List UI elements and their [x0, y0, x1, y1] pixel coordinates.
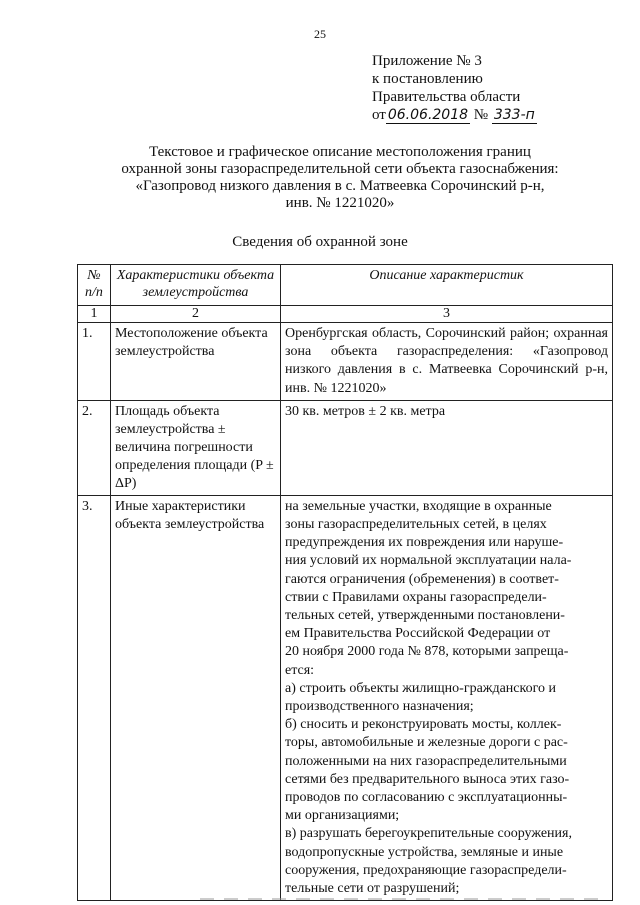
description-line: тельные сети от разрушений; — [285, 881, 460, 897]
title-line-2: охранной зоны газораспределительной сети объекта газоснабжения: — [121, 161, 559, 177]
title-line-1: Текстовое и графическое описание местоположения границ — [149, 144, 531, 160]
column-number-row — [78, 306, 613, 323]
table-header-row — [78, 265, 613, 306]
description-line: б) сносить и реконструировать мосты, коллек- — [285, 717, 562, 733]
row-description — [281, 495, 613, 900]
column-number: 3 — [281, 306, 613, 323]
section-title: Сведения об охранной зоне — [232, 234, 408, 250]
description-line: тельных сетей, утвержденными постановлени- — [285, 608, 565, 624]
description-line: ми организациями; — [285, 808, 400, 824]
row-description: 30 кв. метров ± 2 кв. метра — [281, 400, 613, 495]
description-line: на земельные участки, входящие в охранные — [285, 498, 552, 514]
handwritten-date: 06.06.2018 — [387, 107, 469, 123]
handwritten-number: 333-п — [493, 107, 535, 123]
number-prefix: № — [473, 107, 489, 123]
header-description: Описание характеристик — [281, 265, 613, 306]
description-line: ем Правительства Российской Федерации от — [285, 626, 551, 642]
description-line: а) строить объекты жилищно-гражданского и — [285, 680, 556, 696]
table-row — [78, 495, 613, 900]
header-characteristic: Характеристики объекта землеустройства — [111, 265, 281, 306]
description-line: водопропускные устройства, земляные и иные — [285, 844, 564, 860]
description-line: ствии с Правилами охраны газораспредели- — [285, 589, 547, 605]
appendix-line-2: к постановлению — [372, 71, 483, 87]
row-description: Оренбургская область, Сорочинский район; охранная зона объекта газораспределения: «Газопровод низкого давления в с. Матвеевка Сорочинский р-н, инв. № 1221020» — [281, 323, 613, 401]
date-prefix: от — [372, 107, 386, 123]
row-characteristic: Иные характеристики объекта землеустройства — [111, 495, 281, 900]
title-line-3: «Газопровод низкого давления в с. Матвеевка Сорочинский р-н, — [135, 178, 545, 194]
page-number: 25 — [314, 27, 326, 41]
description-line: торы, автомобильные и железные дороги с рас- — [285, 735, 568, 751]
description-line: сетями без предварительного выноса этих газо- — [285, 771, 570, 787]
appendix-block — [372, 52, 537, 124]
appendix-date-line — [372, 106, 537, 124]
protection-zone-table — [77, 264, 613, 901]
column-number: 2 — [111, 306, 281, 323]
description-line: проводов по согласованию с эксплуатационны- — [285, 790, 568, 806]
scan-cut-artifact — [200, 896, 600, 902]
description-line: производственного назначения; — [285, 699, 474, 715]
row-number: 2. — [78, 400, 111, 495]
row-number: 3. — [78, 495, 111, 900]
title-line-4: инв. № 1221020» — [285, 195, 395, 211]
description-line: 20 ноября 2000 года № 878, которыми запреща- — [285, 644, 569, 660]
row-characteristic: Местоположение объекта землеустройства — [111, 323, 281, 401]
description-line: гаются ограничения (обременения) в соответ- — [285, 571, 559, 587]
description-line: ния условий их нормальной эксплуатации нала- — [285, 553, 572, 569]
description-line: положенными на них газораспределительными — [285, 753, 567, 769]
column-number: 1 — [78, 306, 111, 323]
row-number: 1. — [78, 323, 111, 401]
appendix-line-1: Приложение № 3 — [372, 53, 482, 69]
table-row — [78, 400, 613, 495]
description-line: предупреждения их повреждения или наруше- — [285, 535, 564, 551]
document-title — [60, 144, 620, 212]
appendix-line-3: Правительства области — [372, 89, 521, 105]
header-number: № п/п — [78, 265, 111, 306]
description-line: ется: — [285, 662, 315, 678]
description-line: зоны газораспределительных сетей, в целях — [285, 517, 547, 533]
description-line: в) разрушать берегоукрепительные сооружения, — [285, 826, 572, 842]
row-characteristic: Площадь объекта землеустройства ± величина погрешности определения площади (P ± ΔP) — [111, 400, 281, 495]
table-row — [78, 323, 613, 401]
description-line: сооружения, предохраняющие газораспредели- — [285, 862, 567, 878]
